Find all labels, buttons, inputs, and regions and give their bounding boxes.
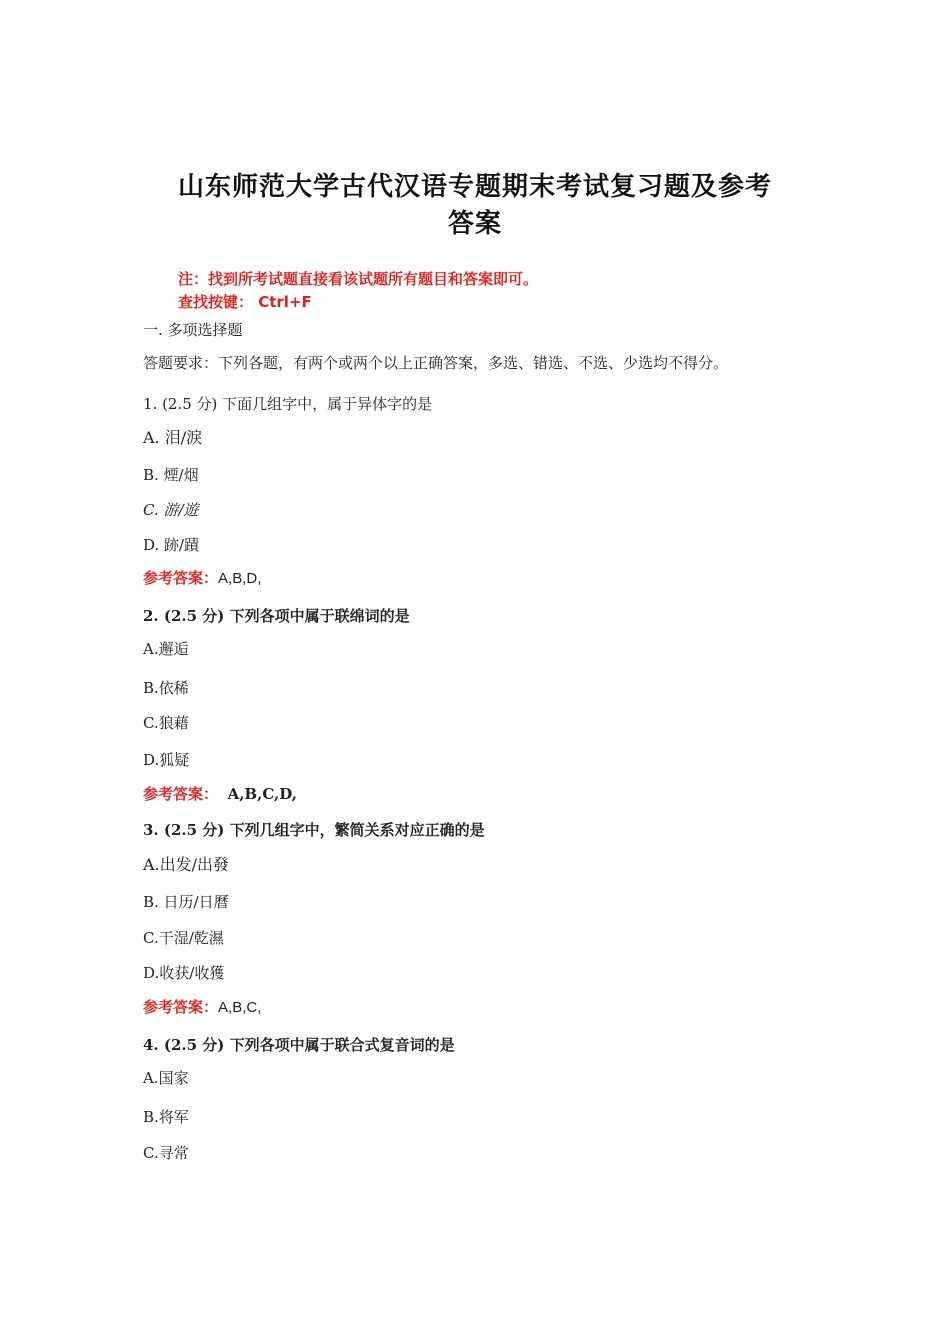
question-1-option-d: D. 跡/蹟 bbox=[143, 536, 200, 554]
question-2-option-a: A.邂逅 bbox=[143, 640, 189, 658]
question-2-option-c: C.狼藉 bbox=[143, 714, 189, 732]
question-4-stem: 4. (2.5 分) 下列各项中属于联合式复音词的是 bbox=[143, 1036, 455, 1054]
answer-value: A,B,C,D, bbox=[227, 785, 297, 803]
answer-label: 参考答案： bbox=[143, 569, 219, 587]
search-shortcut-note: 查找按键： Ctrl+F bbox=[178, 293, 312, 311]
section-heading: 一. 多项选择题 bbox=[143, 321, 243, 339]
search-note: 注：找到所考试题直接看该试题所有题目和答案即可。 bbox=[178, 270, 539, 288]
question-4-option-a: A.国家 bbox=[143, 1069, 189, 1087]
answer-requirement: 答题要求：下列各题，有两个或两个以上正确答案，多选、错选、不选、少选均不得分。 bbox=[143, 354, 729, 372]
answer-label: 参考答案： bbox=[143, 998, 219, 1016]
question-3-option-a: A.出发/出發 bbox=[143, 855, 230, 874]
title-line-1: 山东师范大学古代汉语专题期末考试复习题及参考 bbox=[177, 172, 772, 202]
question-4-option-c: C.寻常 bbox=[143, 1144, 189, 1162]
question-3-option-c: C.干湿/乾濕 bbox=[143, 929, 224, 947]
question-2-option-d: D.狐疑 bbox=[143, 751, 190, 769]
question-3-answer bbox=[143, 996, 261, 1017]
question-2-stem: 2. (2.5 分) 下列各项中属于联绵词的是 bbox=[143, 607, 410, 625]
question-1-option-a: A. 泪/淚 bbox=[143, 428, 203, 447]
question-3-stem: 3. (2.5 分) 下列几组字中，繁简关系对应正确的是 bbox=[143, 821, 485, 839]
question-2-answer bbox=[143, 783, 297, 804]
question-1-stem: 1. (2.5 分) 下面几组字中，属于异体字的是 bbox=[143, 395, 433, 413]
question-1-option-b: B. 煙/烟 bbox=[143, 466, 199, 484]
question-1-answer bbox=[143, 567, 261, 588]
question-3-option-b: B. 日历/日曆 bbox=[143, 893, 229, 911]
question-3-option-d: D.收获/收獲 bbox=[143, 964, 225, 982]
answer-value: A,B,C, bbox=[218, 999, 262, 1016]
question-1-option-c: C. 游/遊 bbox=[143, 501, 199, 519]
question-4-option-b: B.将军 bbox=[143, 1108, 189, 1126]
answer-label: 参考答案： bbox=[143, 785, 219, 803]
question-2-option-b: B.依稀 bbox=[143, 679, 189, 697]
title-line-2: 答案 bbox=[447, 209, 502, 239]
answer-value: A,B,D, bbox=[218, 570, 262, 587]
